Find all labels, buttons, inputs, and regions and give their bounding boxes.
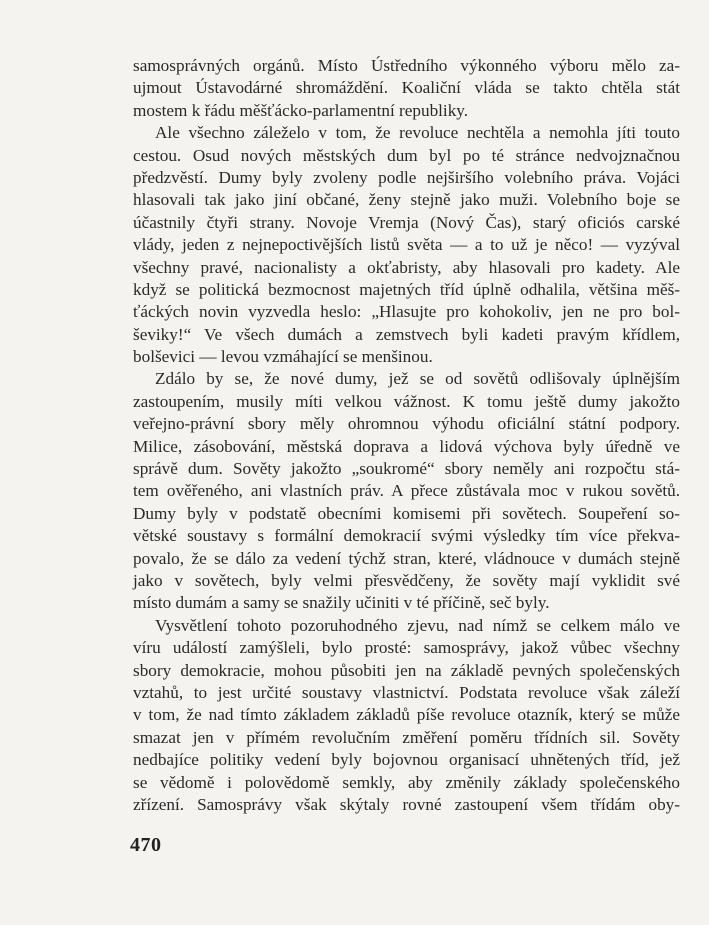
text-line: veřejno-právní sbory měly ohromnou výhodu oficiální státní podpory. [133, 414, 680, 434]
paragraph [133, 615, 680, 817]
text-line: povalo, že se dálo za vedení týchž stran, které, vládnouce v dumách stejně [133, 548, 680, 568]
text-line: všechny pravé, nacionalisty a okťabristy, aby hlasovali pro kadety. Ale [133, 257, 680, 277]
text-line: cestou. Osud nových městských dum byl po té stránce nedvojznačnou [133, 145, 680, 165]
text-line: účastnily čtyři strany. Novoje Vremja (Nový Čas), starý oficiós carské [133, 212, 680, 232]
paragraph [133, 368, 680, 614]
text-line: smazat jen v přímém revolučním změření poměru třídních sil. Sověty [133, 727, 680, 747]
text-line: ševiky!“ Ve všech dumách a zemstvech byli kadeti pravým křídlem, [133, 324, 680, 344]
text-line: jako v sovětech, byly velmi přesvědčeny, že sověty mají vyklidit své [133, 570, 680, 590]
text-line: Zdálo by se, že nové dumy, jež se od sovětů odlišovaly úplnějším [155, 369, 680, 389]
text-line: Vysvětlení tohoto pozoruhodného zjevu, nad nímž se celkem málo ve [155, 615, 680, 635]
text-line: tem ověřeného, ani vlastních práv. A přece zůstávala moc v rukou sovětů. [133, 481, 680, 501]
text-line: předzvěstí. Dumy byly zvoleny podle nejširšího volebního práva. Vojáci [133, 167, 680, 187]
text-line: mostem k řádu měšťácko-parlamentní republiky. [133, 100, 469, 120]
text-line: vlády, jeden z nejnepoctivějších listů světa — a to už je něco! — vyzýval [133, 235, 680, 255]
text-line: se vědomě i polovědomě semkly, aby změnily základy společenského [133, 772, 680, 792]
text-line: v tom, že nad tímto základem základů píše revoluce otazník, který se může [133, 705, 680, 725]
text-line: ujmout Ústavodárné shromáždění. Koaliční vláda se takto chtěla stát [133, 78, 680, 98]
text-line: Milice, zásobování, městská doprava a lidová výchova byly úředně ve [133, 436, 680, 456]
text-line: zřízení. Samosprávy však skýtaly rovné zastoupení všem třídám oby- [133, 794, 680, 814]
text-line: sbory demokracie, mohou působiti jen na základě pevných společenských [133, 660, 680, 680]
text-line: větské soustavy s formální demokracií svými výsledky tím více překva- [133, 526, 680, 546]
text-line: místo dumám a samy se snažily učiniti v té příčině, seč byly. [133, 593, 550, 613]
text-line: Dumy byly v podstatě obecními komisemi při sovětech. Soupeření so- [133, 503, 680, 523]
text-line: ťáckých novin vyzvedla heslo: „Hlasujte pro kohokoliv, jen ne pro bol- [133, 302, 680, 322]
text-line: nedbajíce politiky vedení byly bojovnou organisací uhnětených tříd, jež [133, 750, 680, 770]
text-line: samosprávných orgánů. Místo Ústředního výkonného výboru mělo za- [133, 56, 680, 75]
body-text [133, 55, 680, 816]
page-number: 470 [130, 834, 162, 856]
text-line: hlasovali tak jako jiní občané, ženy stejně jako muži. Volebního boje se [133, 190, 680, 210]
text-line: když se politická bezmocnost majetných tříd úplně odhalila, většina měš- [133, 279, 680, 299]
text-line: zastoupením, musily míti velkou vážnost. K tomu ještě dumy jakožto [133, 391, 680, 411]
text-line: Ale všechno záleželo v tom, že revoluce nechtěla a nemohla jíti touto [155, 123, 680, 143]
paragraph [133, 55, 680, 122]
text-line: správě dum. Sověty jakožto „soukromé“ sbory neměly ani rozpočtu stá- [133, 459, 680, 479]
text-line: bolševici — levou vzmáhající se menšinou. [133, 347, 433, 367]
text-line: víru událostí zamýšleli, bylo prosté: samosprávy, jakož vůbec všechny [133, 638, 680, 658]
text-line: vztahů, to jest určité soustavy vlastnictví. Podstata revoluce však záleží [133, 682, 680, 702]
paragraph [133, 122, 680, 368]
